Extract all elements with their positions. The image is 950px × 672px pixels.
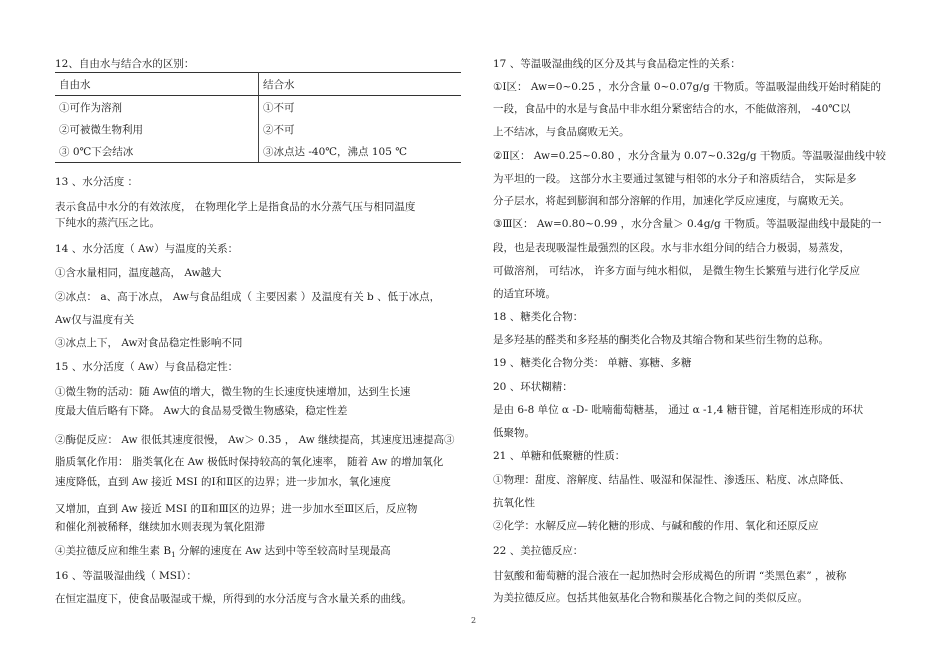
text-segment: ④美拉德反应和维生素 B xyxy=(55,545,172,557)
free-vs-bound-water-table xyxy=(55,72,461,163)
paragraph-line: ①Ⅰ区： Aw=0~0.25 ，水分含量 0~0.07g/g 干物质。等温吸湿曲线开始时稍陡的 xyxy=(493,81,882,93)
paragraph-line: 抗氧化性 xyxy=(493,497,535,509)
section-15-title: 15 、水分活度（ Aw）与食品稳定性： xyxy=(55,361,239,373)
paragraph-line: 又增加，直到 Aw 接近 MSI 的Ⅱ和Ⅲ区的边界；进一步加水至Ⅲ区后，反应物 xyxy=(55,503,418,515)
section-22-title: 22 、美拉德反应： xyxy=(493,545,584,557)
table-cell: ①可作为溶剂 xyxy=(55,96,259,119)
section-14-title: 14 、水分活度（ Aw）与温度的关系： xyxy=(55,243,239,255)
paragraph-line: 为平坦的一段。 这部分水主要通过氢键与相邻的水分子和溶质结合， 实际是多 xyxy=(493,173,857,185)
paragraph-line: Aw仅与温度有关 xyxy=(55,314,135,326)
paragraph-line: 度最大值后略有下降。 Aw大的食品易受微生物感染，稳定性差 xyxy=(55,405,348,417)
paragraph-line: 是多羟基的醛类和多羟基的酮类化合物及其缩合物和某些衍生物的总称。 xyxy=(493,334,829,346)
subscript: 1 xyxy=(171,551,176,560)
paragraph-line: ②Ⅱ区： Aw=0.25~0.80 ，水分含量为 0.07~0.32g/g 干物质。等温吸湿曲线中较 xyxy=(493,150,886,162)
paragraph-line: ③冰点上下， Aw对食品稳定性影响不同 xyxy=(55,337,243,349)
paragraph-line: 分子层水，将起到膨润和部分溶解的作用，加速化学反应速度，与腐败无关。 xyxy=(493,195,850,207)
table-cell: ①不可 xyxy=(263,101,295,114)
section-20-title: 20 、环状糊精： xyxy=(493,381,573,393)
table-cell: ③ 0℃下会结冰 xyxy=(55,140,259,163)
paragraph-line: ③Ⅲ区： Aw=0.80~0.99 ，水分含量＞ 0.4g/g 干物质。等温吸湿曲线中最陡的一 xyxy=(493,218,882,230)
paragraph-line: 和催化剂被稀释，继续加水则表现为氧化阻滞 xyxy=(55,521,265,533)
table-row xyxy=(55,140,461,163)
table-cell: ②不可 xyxy=(263,123,295,136)
section-16-title: 16 、等温吸湿曲线（ MSI）： xyxy=(55,570,197,582)
table-header-cell: 结合水 xyxy=(259,73,462,96)
section-18-title: 18 、糖类化合物： xyxy=(493,311,584,323)
paragraph-line: 低聚物。 xyxy=(493,427,535,439)
table-header-cell: 自由水 xyxy=(55,73,259,96)
paragraph-line: 为美拉德反应。包括其他氨基化合物和羰基化合物之间的类似反应。 xyxy=(493,592,808,604)
paragraph-line: ①微生物的活动：随 Aw值的增大，微生物的生长速度快速增加，达到生长速 xyxy=(55,386,411,398)
paragraph-line: ②冰点： a、高于冰点， Aw与食品组成（ 主要因素 ）及温度有关 b 、低于冰点， xyxy=(55,291,441,303)
section-21-title: 21 、单糖和低聚糖的性质： xyxy=(493,450,626,462)
table-row xyxy=(55,118,461,140)
paragraph-line: 脂质氧化作用： 脂类氧化在 Aw 极低时保持较高的氧化速率， 随着 Aw 的增加氧化 xyxy=(55,456,444,468)
paragraph-line: 段，也是表现吸湿性最强烈的区段。水与非水组分间的结合力极弱，易蒸发， xyxy=(493,242,850,254)
table-header-row xyxy=(55,73,461,96)
paragraph-line: ①含水量相同，温度越高， Aw越大 xyxy=(55,267,222,279)
paragraph-line: ②酶促反应： Aw 很低其速度很慢， Aw＞ 0.35 ， Aw 继续提高，其速度迅速提高③ xyxy=(55,434,455,446)
paragraph-line: 在恒定温度下，使食品吸湿或干燥，所得到的水分活度与含水量关系的曲线。 xyxy=(55,593,412,605)
paragraph-line xyxy=(55,544,391,562)
table-row xyxy=(55,96,461,119)
paragraph-line: 上不结冰，与食品腐败无关。 xyxy=(493,126,630,138)
table-cell: ②可被微生物利用 xyxy=(55,118,259,140)
section-13-title: 13 、水分活度 ： xyxy=(55,176,139,188)
section-12-title: 12、自由水与结合水的区别： xyxy=(55,58,195,70)
paragraph-line: 下纯水的蒸汽压之比。 xyxy=(55,217,160,229)
paragraph-line: ②化学：水解反应—转化糖的形成、与碱和酸的作用、氧化和还原反应 xyxy=(493,520,819,532)
paragraph-line: ①物理：甜度、溶解度、结晶性、吸湿和保湿性、渗透压、粘度、冰点降低、 xyxy=(493,474,850,486)
section-19-title: 19 、糖类化合物分类： 单糖、寡糖、多糖 xyxy=(493,357,692,369)
paragraph-line: 甘氨酸和葡萄糖的混合液在一起加热时会形成褐色的所谓 “类黑色素” ，被称 xyxy=(493,570,847,582)
paragraph-line: 的适宜环境。 xyxy=(493,288,556,300)
page-number: 2 xyxy=(471,616,477,625)
table-cell: ③冰点达 -40℃，沸点 105 ℃ xyxy=(259,140,462,163)
paragraph-line: 可做溶剂， 可结冰， 许多方面与纯水相似， 是微生物生长繁殖与进行化学反应 xyxy=(493,265,861,277)
paragraph-line: 速度降低，直到 Aw 接近 MSI 的Ⅰ和Ⅱ区的边界；进一步加水，氧化速度 xyxy=(55,476,391,488)
text-segment: 分解的速度在 Aw 达到中等至较高时呈现最高 xyxy=(175,545,391,557)
paragraph-line: 表示食品中水分的有效浓度， 在物理化学上是指食品的水分蒸气压与相同温度 xyxy=(55,201,416,213)
paragraph-line: 一段，食品中的水是与食品中非水组分紧密结合的水，不能做溶剂， -40℃以 xyxy=(493,103,851,115)
paragraph-line: 是由 6-8 单位 α -D- 吡喃葡萄糖基， 通过 α -1,4 糖苷键，首尾相连形成的环状 xyxy=(493,404,864,416)
section-17-title: 17 、等温吸湿曲线的区分及其与食品稳定性的关系： xyxy=(493,58,741,70)
